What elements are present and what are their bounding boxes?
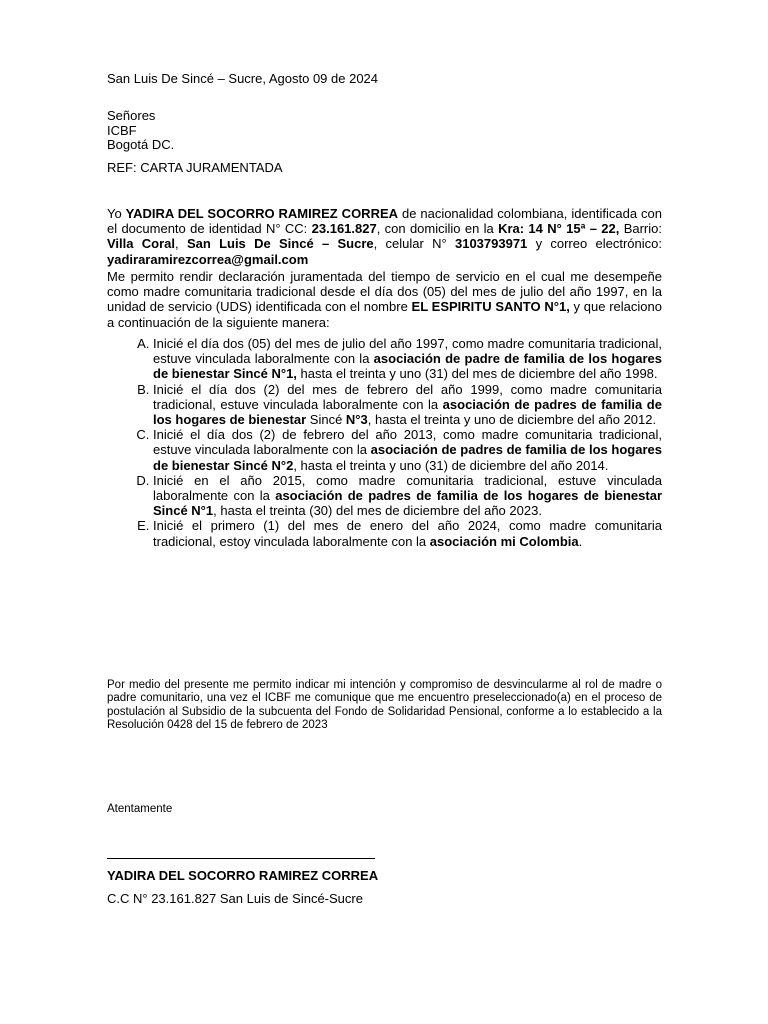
closing-salutation: Atentamente [107, 803, 173, 815]
commitment-paragraph: Por medio del presente me permito indicar mi intención y compromiso de desvincularme al rol de madre o padre comunitario, una vez el ICBF me comunique que me encuentro preseleccionado(a) en el proceso de postulación al Subsidio de la subcuenta del Fondo de Solidaridad Pensional, conforme a lo establecido a la Resolución 0428 del 15 de febrero de 2023 [107, 679, 662, 732]
signature-id-line: C.C N° 23.161.827 San Luis de Sincé-Sucre [107, 891, 363, 906]
bold-text-run: N°3 [345, 412, 368, 428]
text-run: hasta el treinta y uno (31) del mes de diciembre del año 1998. [296, 366, 658, 382]
text-run: Barrio: [619, 221, 662, 237]
service-item-b [153, 382, 662, 428]
bold-text-run: Kra: 14 N° 15ª – 22, [498, 221, 620, 237]
bold-text-run: asociación de padres de familia de los hogares de bienestar Sincé N°2 [153, 442, 662, 473]
signature-name: YADIRA DEL SOCORRO RAMIREZ CORREA [107, 868, 379, 883]
bold-text-run: asociación de padres de familia de los hogares de bienestar [153, 396, 662, 428]
text-run: Me permito rendir declaración juramentada del tiempo de servicio en el cual me desempeñe como madre comunitaria tradicional desde el día dos (05) del mes de julio del año 1997, en la unidad de servicio (UDS) identificada con el nombre [107, 269, 662, 315]
intro-paragraph [107, 206, 662, 267]
text-run: de nacionalidad colombiana, identificada con el documento de identidad N° CC: [107, 206, 662, 237]
service-item-e [153, 518, 662, 548]
text-run: , hasta el treinta (30) del mes de diciembre del año 2023. [213, 503, 542, 519]
bold-text-run: asociación de padre de familia de los hogares de bienestar Sincé N°1, [153, 351, 662, 382]
bold-text-run: Villa Coral [107, 236, 176, 252]
signature-line [107, 858, 375, 859]
place-date-line: San Luis De Sincé – Sucre, Agosto 09 de 2024 [107, 71, 379, 86]
text-run: Inicié el primero (1) del mes de enero del año 2024, como madre comunitaria tradicional, estoy vinculada laboralmente con la [153, 518, 662, 549]
bold-text-run: San Luis De Sincé – Sucre [186, 236, 374, 252]
text-run: , con domicilio en la [376, 221, 499, 237]
text-run: y que relaciono a continuación de la siguiente manera: [107, 299, 662, 330]
bold-text-run: YADIRA DEL SOCORRO RAMIREZ CORREA [125, 206, 399, 221]
reference-line: REF: CARTA JURAMENTADA [107, 160, 283, 175]
text-run: , celular N° [373, 236, 455, 252]
recipient-organization: ICBF [107, 122, 137, 138]
text-run: Inicié el día dos (2) del mes de febrero del año 1999, como madre comunitaria tradicional, estuve vinculada laboralmente con la [153, 381, 662, 412]
service-history-list [107, 336, 662, 549]
text-run: , hasta el treinta y uno de diciembre del año 2012. [367, 412, 657, 428]
text-run: , hasta el treinta y uno (31) de diciembre del año 2014. [293, 457, 609, 473]
bold-text-run: 23.161.827 [311, 221, 377, 237]
recipient-city: Bogotá DC. [107, 137, 175, 152]
bold-text-run: asociación mi Colombia [429, 533, 579, 549]
bold-text-run: asociación de padres de familia de los hogares de bienestar Sincé N°1 [153, 488, 662, 519]
text-run: Inicié el día dos (05) del mes de julio del año 1997, como madre comunitaria tradicional, estuve vinculada laboralmente con la [153, 336, 662, 367]
recipient-salutation: Señores [107, 108, 156, 123]
text-run: Yo [107, 206, 126, 221]
bold-text-run: yadiraramirezcorrea@gmail.com [107, 251, 309, 267]
text-run: . [578, 533, 583, 549]
text-run: Inicié el día dos (2) de febrero del año 2013, como madre comunitaria tradicional, estuve vinculada laboralmente con la [153, 427, 662, 458]
recipient-block [107, 109, 662, 153]
declaration-paragraph [107, 269, 662, 330]
text-run: Inicié en el año 2015, como madre comunitaria tradicional, estuve vinculada laboralmente con la [153, 472, 662, 504]
text-run: , [175, 236, 187, 252]
service-item-c [153, 427, 662, 473]
bold-text-run: EL ESPIRITU SANTO N°1, [411, 299, 570, 315]
text-run: y correo electrónico: [527, 236, 662, 252]
bold-text-run: 3103793971 [454, 236, 528, 252]
text-run: Sincé [306, 412, 346, 428]
service-item-a [153, 336, 662, 382]
service-item-d [153, 473, 662, 519]
